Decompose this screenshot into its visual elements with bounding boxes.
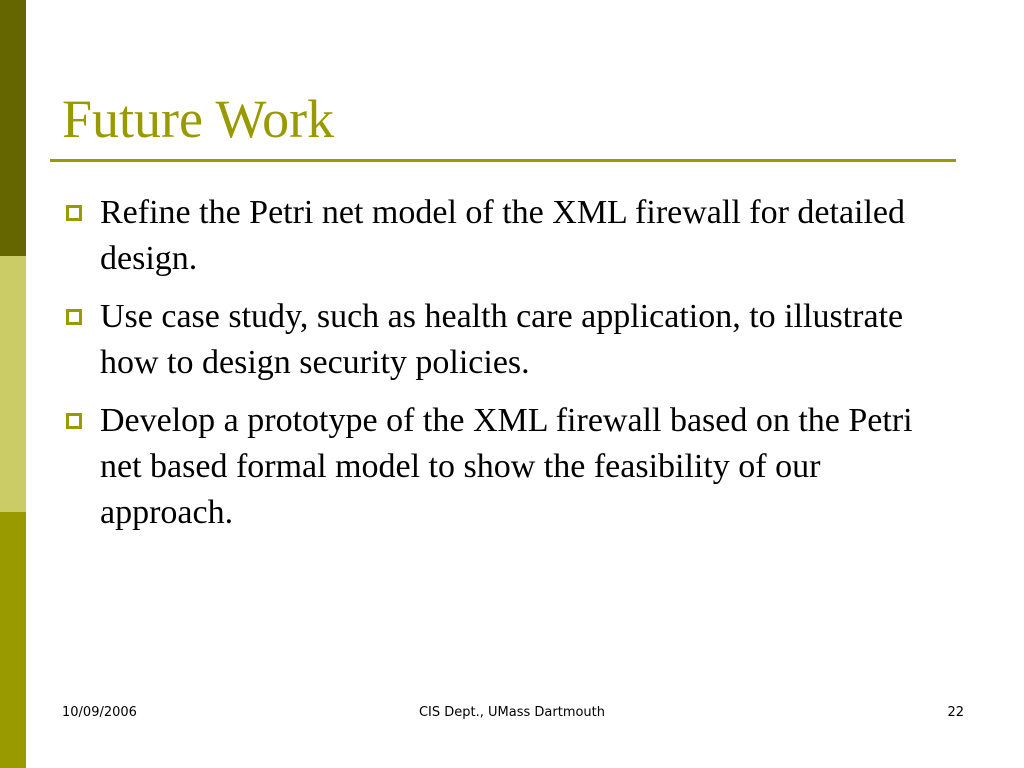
- bullet-item: [62, 190, 932, 282]
- bullet-list: [62, 190, 932, 548]
- sidebar-band-bottom: [0, 512, 26, 768]
- bullet-text: Develop a prototype of the XML firewall based on the Petri net based formal model to show the feasibility of our approach.: [100, 402, 913, 531]
- sidebar-band-middle: [0, 256, 26, 512]
- hollow-square-bullet-icon: [66, 309, 82, 325]
- title-underline: [50, 159, 956, 162]
- bullet-text: Use case study, such as health care application, to illustrate how to design security policies.: [100, 298, 904, 381]
- footer-department: CIS Dept., UMass Dartmouth: [418, 705, 606, 720]
- footer-page-number: 22: [947, 705, 964, 720]
- footer-date: 10/09/2006: [62, 705, 137, 720]
- hollow-square-bullet-icon: [66, 413, 82, 429]
- sidebar-band-top: [0, 0, 26, 256]
- hollow-square-bullet-icon: [66, 205, 82, 221]
- bullet-item: [62, 398, 932, 536]
- slide-title: Future Work: [62, 89, 335, 149]
- bullet-item: [62, 294, 932, 386]
- bullet-text: Refine the Petri net model of the XML firewall for detailed design.: [100, 194, 906, 277]
